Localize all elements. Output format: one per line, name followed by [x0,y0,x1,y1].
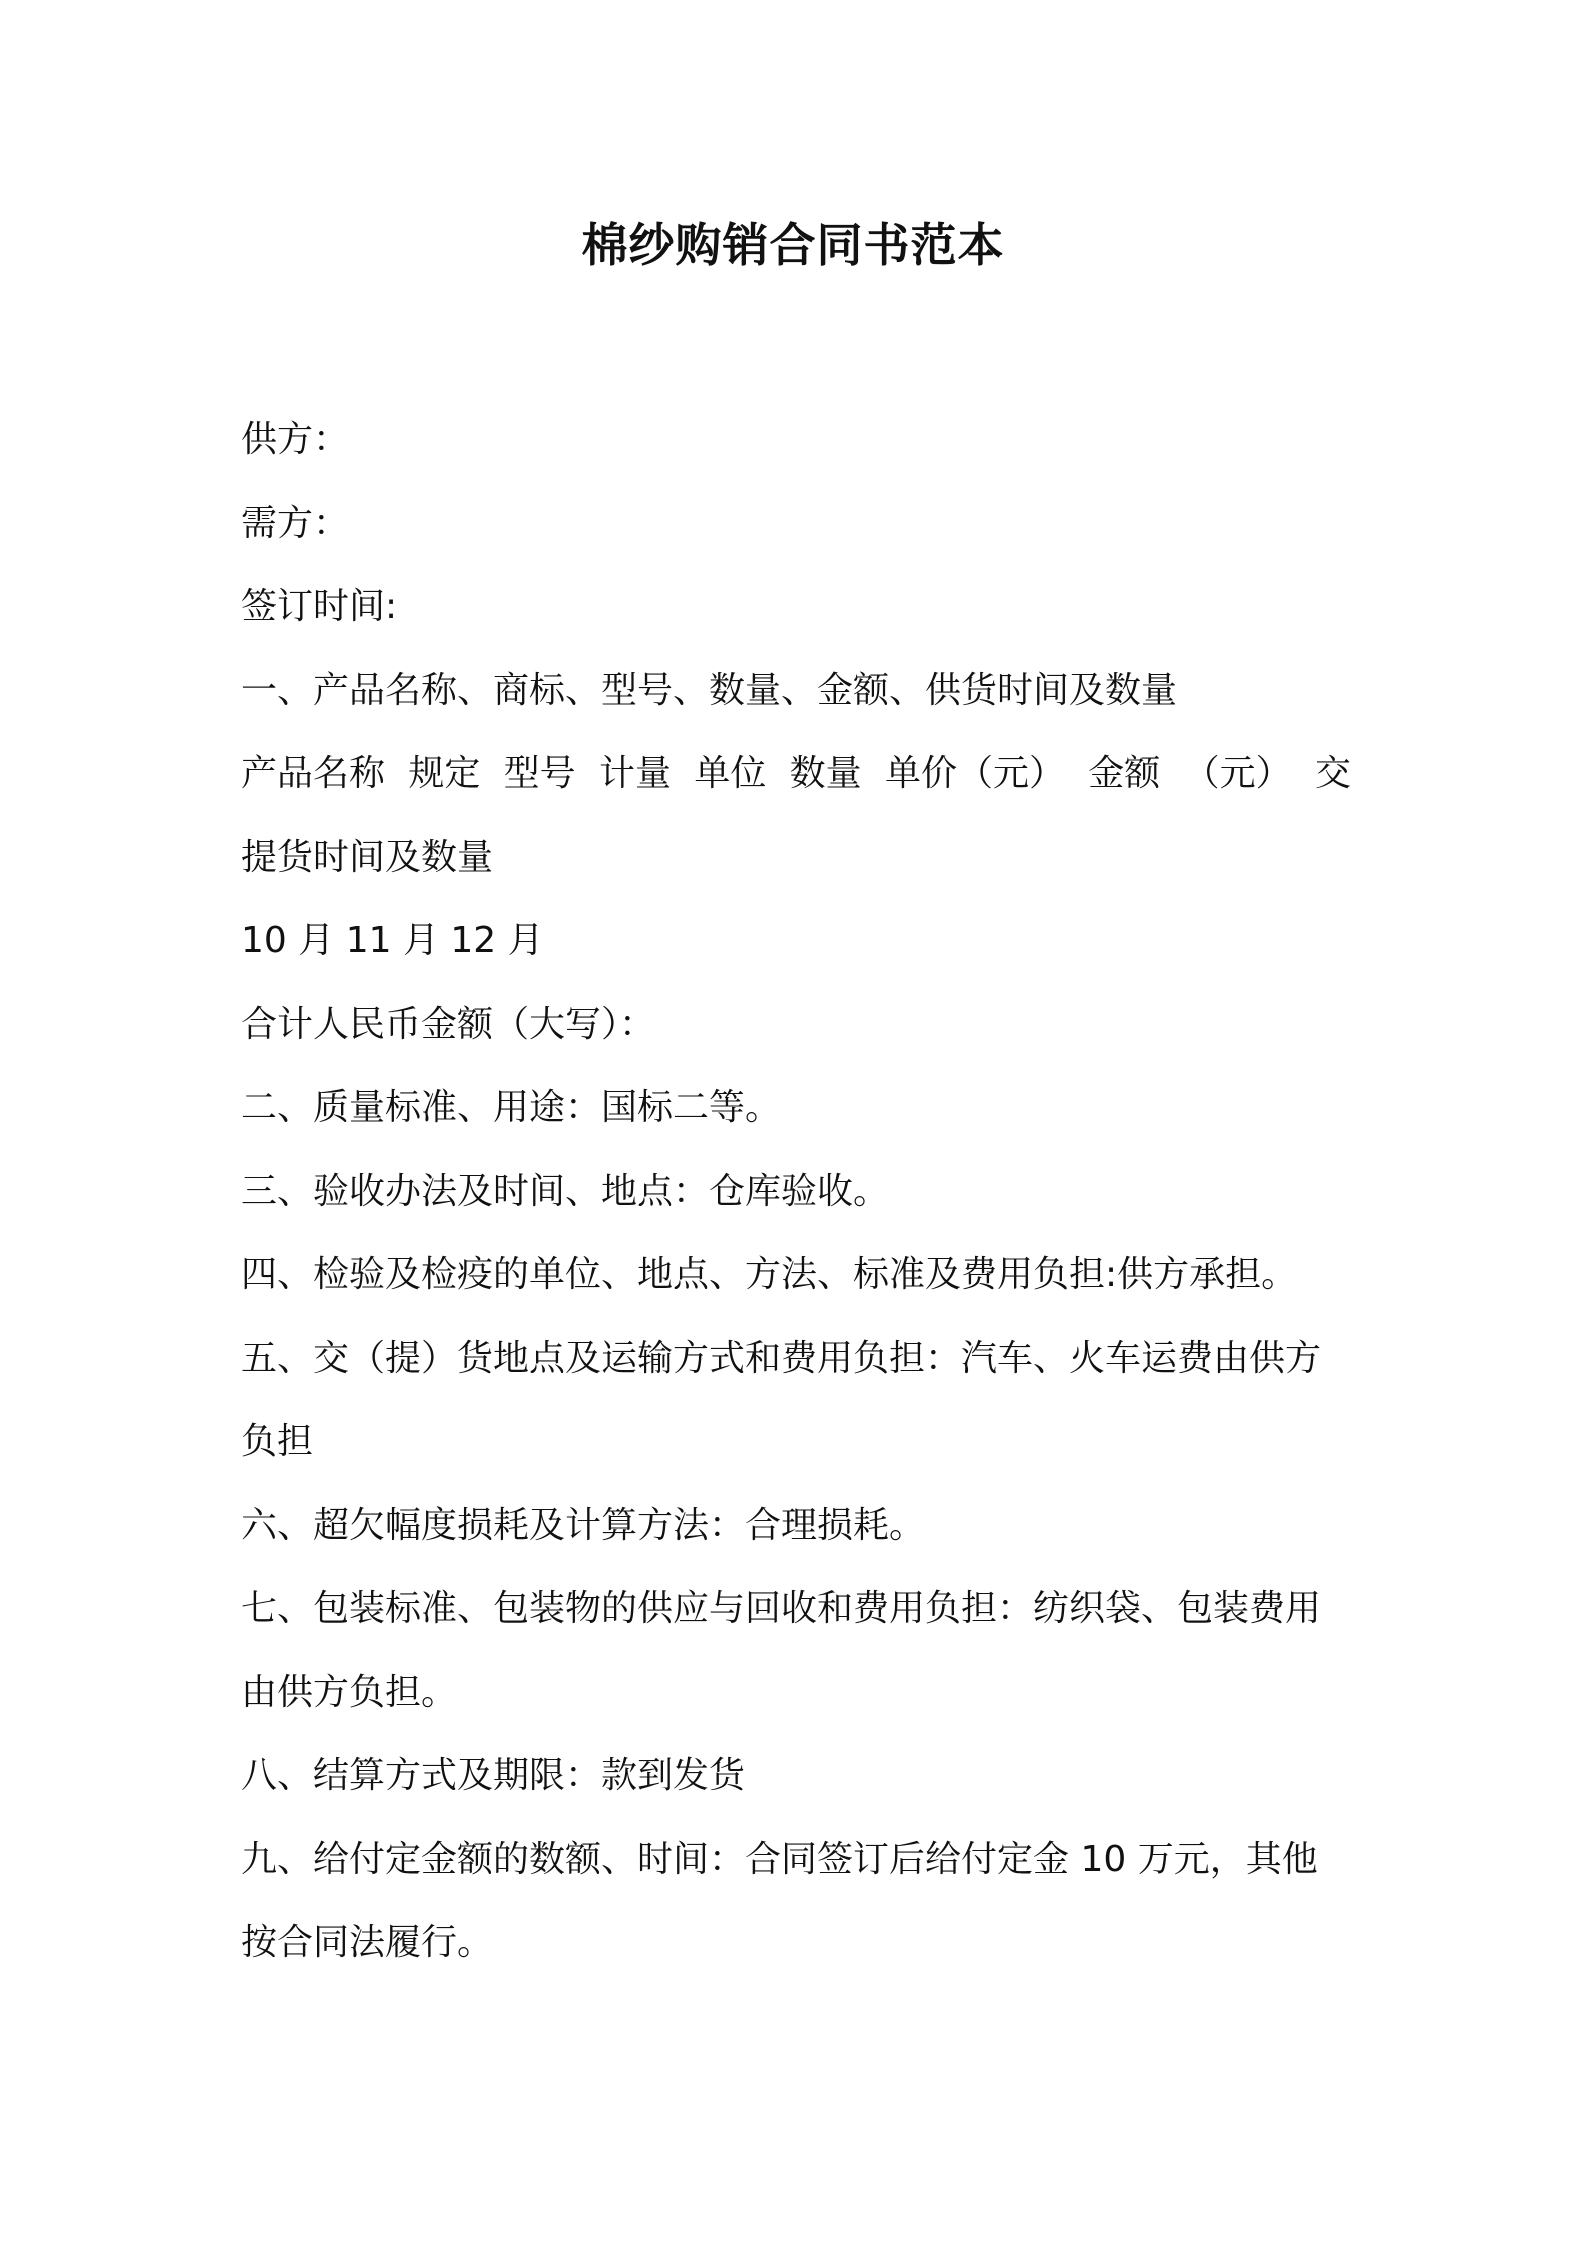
clause-6: 六、超欠幅度损耗及计算方法：合理损耗。 [241,1504,926,1546]
document-title: 棉纱购销合同书范本 [581,218,1005,272]
supplier-line: 供方： [241,419,350,460]
buyer-line: 需方： [241,502,350,544]
product-table-header [241,732,1351,816]
clause-1-heading: 一、产品名称、商标、型号、数量、金额、供货时间及数量 [241,669,1178,711]
delivery-time-line: 提货时间及数量 [241,836,494,878]
header-quantity: 数量 [789,753,862,794]
clause-9-continued: 按合同法履行。 [241,1922,494,1963]
signing-date-line: 签订时间: [241,586,398,627]
clause-5-continued: 负担 [241,1421,314,1462]
clause-7-continued: 由供方负担。 [241,1671,458,1713]
clause-8: 八、结算方式及期限：款到发货 [241,1755,746,1796]
clause-5: 五、交（提）货地点及运输方式和费用负担：汽车、火车运费由供方 [241,1337,1322,1379]
total-amount-line: 合计人民币金额（大写）： [241,1003,656,1045]
header-amount: 金额 [1088,753,1161,794]
clause-2: 二、质量标准、用途：国标二等。 [241,1087,782,1128]
header-measurement: 计量 [598,753,671,794]
header-model: 型号 [503,753,576,794]
clause-3: 三、验收办法及时间、地点：仓库验收。 [241,1170,890,1212]
header-product-name: 产品名称 [241,753,386,794]
header-specification: 规定 [408,753,481,794]
header-delivery: 交 [1314,753,1351,794]
header-unit-price: 单价（元） [884,753,1065,794]
contract-body [241,398,1351,1985]
header-unit: 单位 [694,753,767,794]
clause-9: 九、给付定金额的数额、时间：合同签订后给付定金 10 万元，其他 [241,1838,1318,1880]
clause-7: 七、包装标准、包装物的供应与回收和费用负担：纺织袋、包装费用 [241,1588,1322,1629]
header-amount-unit: （元） [1183,753,1292,794]
clause-4: 四、检验及检疫的单位、地点、方法、标准及费用负担:供方承担。 [241,1254,1298,1295]
months-line: 10 月 11 月 12 月 [241,920,544,961]
